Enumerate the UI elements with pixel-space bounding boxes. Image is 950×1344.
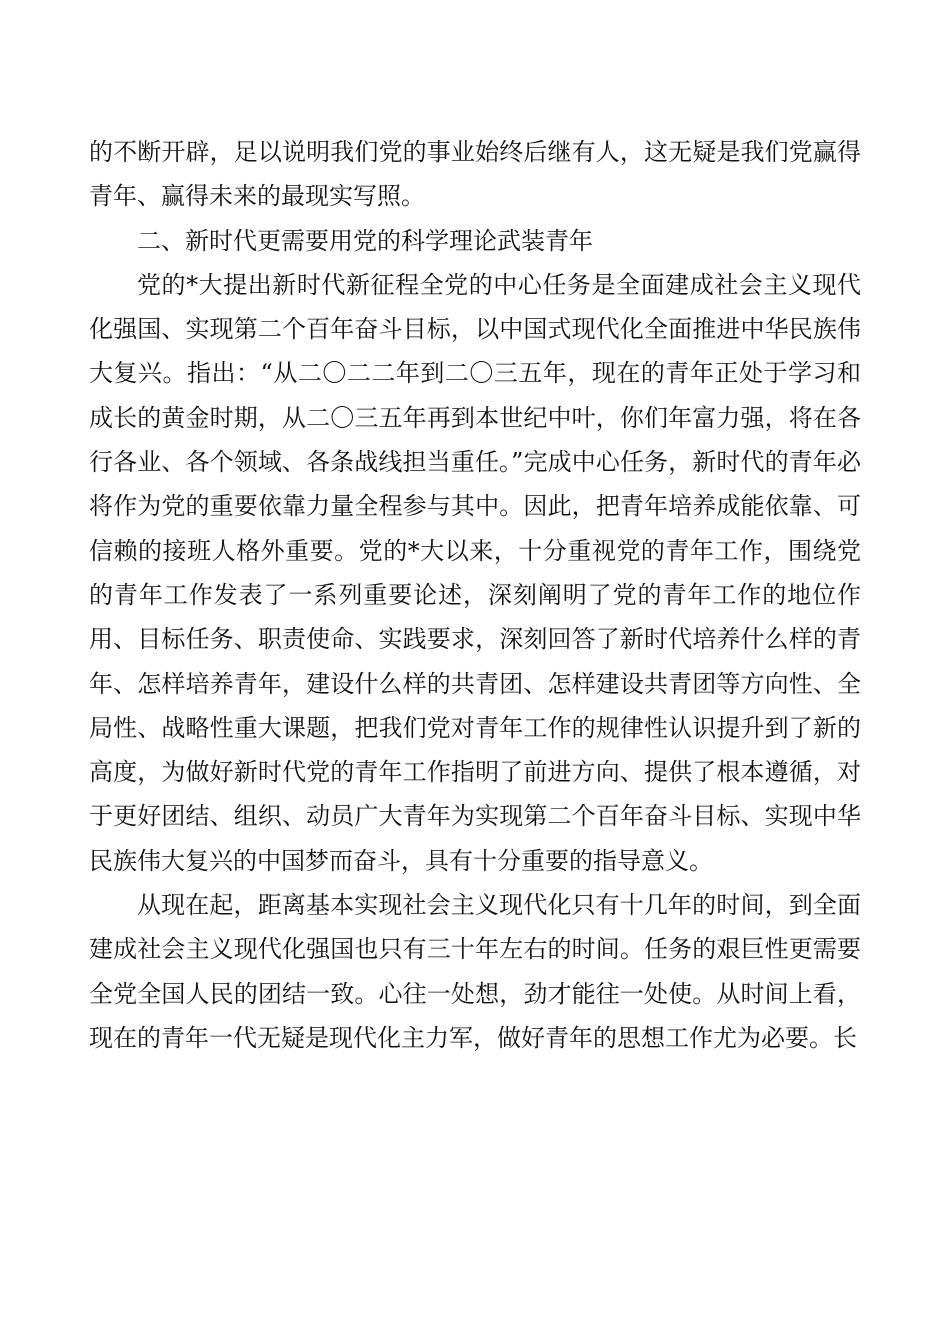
paragraph-from-now-on: 从现在起，距离基本实现社会主义现代化只有十几年的时间，到全面建成社会主义现代化强国也只有三十年左右的时间。任务的艰巨性更需要全党全国人民的团结一致。心往一处想，劲才能往一处使。从时间上看，现在的青年一代无疑是现代化主力军，做好青年的思想工作尤为必要。长 <box>89 891 861 1052</box>
document-body <box>89 130 861 1060</box>
paragraph-central-task: 党的*大提出新时代新征程全党的中心任务是全面建成社会主义现代化强国、实现第二个百年奋斗目标，以中国式现代化全面推进中华民族伟大复兴。指出：“从二〇二二年到二〇三五年，现在的青年正处于学习和成长的黄金时期，从二〇三五年再到本世纪中叶，你们年富力强，将在各行各业、各个领域、各条战线担当重任。”完成中心任务，新时代的青年必将作为党的重要依靠力量全程参与其中。因此，把青年培养成能依靠、可信赖的接班人格外重要。党的*大以来，十分重视党的青年工作，围绕党的青年工作发表了一系列重要论述，深刻阐明了党的青年工作的地位作用、目标任务、职责使命、实践要求，深刻回答了新时代培养什么样的青年、怎样培养青年，建设什么样的共青团、怎样建设共青团等方向性、全局性、战略性重大课题，把我们党对青年工作的规律性认识提升到了新的高度，为做好新时代党的青年工作指明了前进方向、提供了根本遵循，对于更好团结、组织、动员广大青年为实现第二个百年奋斗目标、实现中华民族伟大复兴的中国梦而奋斗，具有十分重要的指导意义。 <box>89 270 861 875</box>
section-heading: 二、新时代更需要用党的科学理论武装青年 <box>137 226 593 255</box>
paragraph-continuation: 的不断开辟，足以说明我们党的事业始终后继有人，这无疑是我们党赢得青年、赢得未来的最现实写照。 <box>89 138 861 211</box>
